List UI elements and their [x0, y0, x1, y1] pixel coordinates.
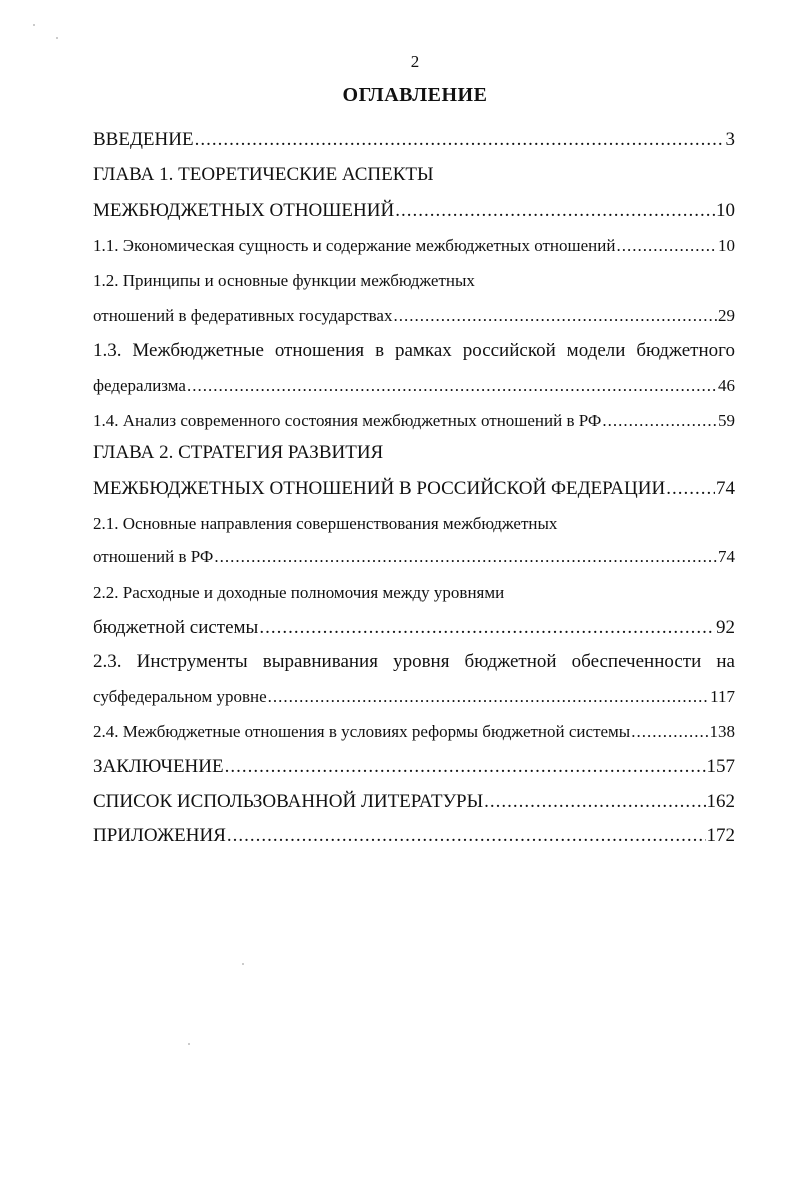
toc-entry-page: 92: [716, 617, 735, 638]
toc-word: 1.3.: [93, 340, 122, 361]
toc-section-2-2-line-1[interactable]: 2.2. Расходные и доходные полномочия между уровнями: [93, 583, 505, 602]
toc-entry-section-1-4[interactable]: [93, 408, 735, 434]
toc-word: бюджетного: [636, 340, 735, 361]
toc-word: российской: [462, 340, 556, 361]
toc-entry-title: 2.4. Межбюджетные отношения в условиях реформы бюджетной системы: [93, 722, 631, 741]
toc-word: выравнивания: [262, 651, 378, 672]
toc-leader-dots: [602, 408, 717, 434]
toc-entry-section-2-1[interactable]: [93, 544, 735, 570]
toc-entry-page: 74: [718, 547, 735, 566]
toc-entry-title: СПИСОК ИСПОЛЬЗОВАННОЙ ЛИТЕРАТУРЫ: [93, 791, 484, 812]
toc-entry-page: 138: [709, 722, 735, 741]
toc-leader-dots: [187, 373, 717, 399]
toc-chapter-2-heading[interactable]: ГЛАВА 2. СТРАТЕГИЯ РАЗВИТИЯ: [93, 442, 384, 463]
toc-entry-page: 3: [725, 129, 735, 150]
toc-leader-dots: [268, 684, 709, 710]
toc-entry-page: 29: [718, 306, 735, 325]
toc-entry-section-1-2[interactable]: [93, 303, 735, 329]
toc-word: отношения: [274, 340, 365, 361]
toc-entry-title: 1.1. Экономическая сущность и содержание межбюджетных отношений: [93, 236, 616, 255]
toc-leader-dots: [395, 198, 715, 224]
page-number: 2: [410, 52, 420, 71]
toc-entry-title: отношений в федеративных государствах: [93, 306, 393, 325]
toc-entry-title: бюджетной системы: [93, 617, 259, 638]
toc-entry-references[interactable]: [93, 789, 735, 815]
toc-entry-appendix[interactable]: [93, 823, 735, 849]
toc-entry-page: 162: [706, 791, 735, 812]
toc-title: ОГЛАВЛЕНИЕ: [342, 84, 488, 106]
toc-leader-dots: [484, 789, 705, 815]
toc-entry-page: 117: [710, 687, 735, 706]
toc-entry-section-1-1[interactable]: [93, 233, 735, 259]
toc-entry-chapter-1[interactable]: [93, 198, 735, 224]
toc-entry-page: 172: [706, 825, 735, 846]
toc-word: модели: [566, 340, 626, 361]
scan-speck: [242, 963, 244, 965]
toc-entry-conclusion[interactable]: [93, 754, 735, 780]
toc-entry-page: 10: [718, 236, 735, 255]
toc-word: бюджетной: [464, 651, 557, 672]
toc-leader-dots: [227, 823, 706, 849]
toc-leader-dots: [195, 127, 725, 153]
toc-word: Инструменты: [136, 651, 248, 672]
scan-speck: [188, 1043, 190, 1045]
toc-entry-title: федерализма: [93, 376, 186, 395]
toc-entry-section-1-3[interactable]: [93, 373, 735, 399]
toc-entry-page: 59: [718, 411, 735, 430]
toc-entry-section-2-3[interactable]: [93, 684, 735, 710]
scan-speck: [33, 24, 35, 26]
toc-entry-title: ЗАКЛЮЧЕНИЕ: [93, 756, 224, 777]
toc-leader-dots: [259, 615, 715, 641]
toc-entry-chapter-2[interactable]: [93, 476, 735, 502]
toc-word: Межбюджетные: [132, 340, 264, 361]
toc-entry-title: МЕЖБЮДЖЕТНЫХ ОТНОШЕНИЙ В РОССИЙСКОЙ ФЕДЕРАЦИИ: [93, 478, 666, 499]
toc-word: 2.3.: [93, 651, 122, 672]
toc-leader-dots: [225, 754, 706, 780]
toc-leader-dots: [393, 303, 717, 329]
toc-word: обеспеченности: [571, 651, 702, 672]
toc-entry-page: 74: [716, 478, 735, 499]
toc-word: рамках: [394, 340, 452, 361]
toc-section-2-3-line-1[interactable]: [93, 649, 735, 675]
toc-entry-title: субфедеральном уровне: [93, 687, 267, 706]
toc-entry-page: 157: [706, 756, 735, 777]
toc-entry-page: 46: [718, 376, 735, 395]
toc-leader-dots: [214, 544, 717, 570]
toc-section-2-1-line-1[interactable]: 2.1. Основные направления совершенствования межбюджетных: [93, 514, 558, 533]
toc-leader-dots: [616, 233, 717, 259]
toc-section-1-2-line-1[interactable]: 1.2. Принципы и основные функции межбюджетных: [93, 271, 475, 290]
toc-section-1-3-line-1[interactable]: [93, 338, 735, 364]
toc-entry-page: 10: [716, 200, 735, 221]
toc-word: на: [716, 651, 735, 672]
toc-leader-dots: [631, 719, 708, 745]
toc-entry-title: ВВЕДЕНИЕ: [93, 129, 194, 150]
toc-word: уровня: [393, 651, 450, 672]
toc-entry-title: отношений в РФ: [93, 547, 214, 566]
toc-chapter-1-heading[interactable]: ГЛАВА 1. ТЕОРЕТИЧЕСКИЕ АСПЕКТЫ: [93, 164, 434, 185]
toc-word: в: [375, 340, 385, 361]
toc-leader-dots: [666, 476, 715, 502]
toc-entry-title: МЕЖБЮДЖЕТНЫХ ОТНОШЕНИЙ: [93, 200, 395, 221]
toc-entry-title: 1.4. Анализ современного состояния межбюджетных отношений в РФ: [93, 411, 602, 430]
scan-speck: [56, 37, 58, 39]
toc-entry-section-2-2[interactable]: [93, 615, 735, 641]
toc-entry-title: ПРИЛОЖЕНИЯ: [93, 825, 226, 846]
toc-entry-section-2-4[interactable]: [93, 719, 735, 745]
toc-entry-introduction[interactable]: [93, 127, 735, 153]
